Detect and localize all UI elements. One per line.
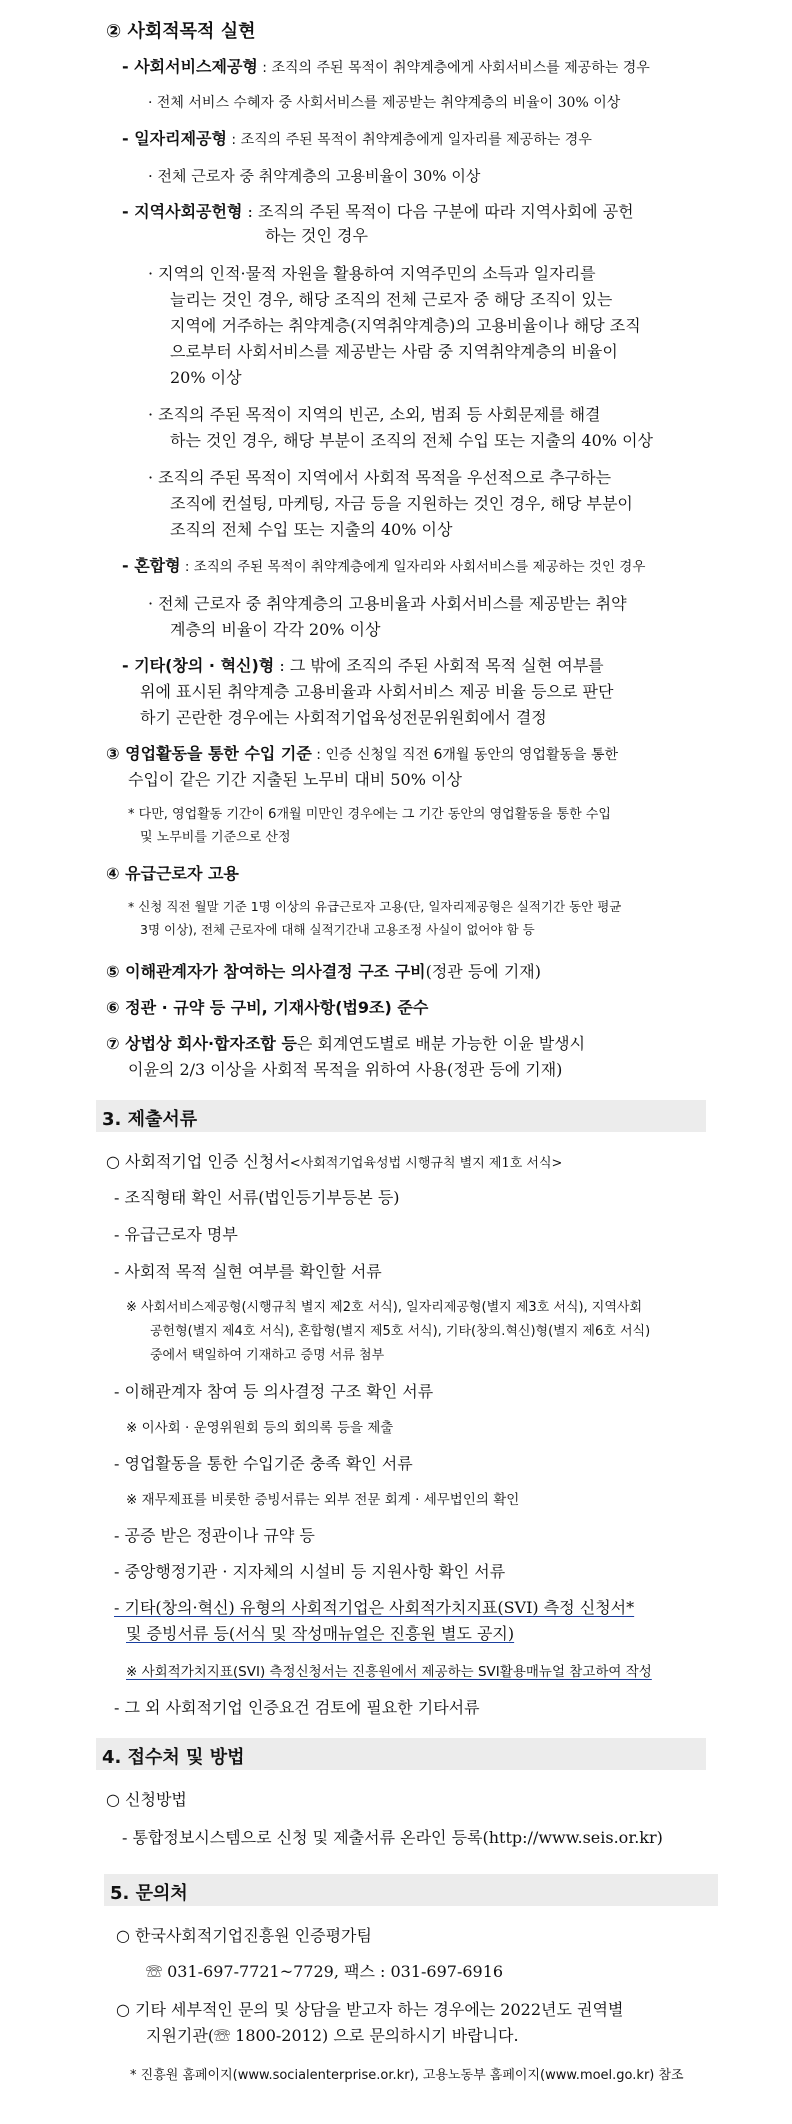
item-5-line xyxy=(106,962,541,982)
local-type-line xyxy=(122,202,634,222)
local-a-line3: 지역에 거주하는 취약계층(지역취약계층)의 고용비율이나 해당 조직 xyxy=(170,316,641,335)
svc-type-criterion: · 전체 서비스 수혜자 중 사회서비스를 제공받는 취약계층의 비율이 30% 이상 xyxy=(148,95,621,111)
mix-type-criterion-1: · 전체 근로자 중 취약계층의 고용비율과 사회서비스를 제공받는 취약 xyxy=(148,594,627,613)
item-4-title: ④ 유급근로자 고용 xyxy=(106,864,239,883)
item-3-line xyxy=(106,744,618,765)
contact-org: ○ 한국사회적기업진흥원 인증평가팀 xyxy=(116,1926,372,1945)
item-3-note-1: * 다만, 영업활동 기간이 6개월 미만인 경우에는 그 기간 동안의 영업활동을 통한 수입 xyxy=(128,807,611,822)
local-a-line2: 늘리는 것인 경우, 해당 조직의 전체 근로자 중 해당 조직이 있는 xyxy=(170,290,613,309)
svc-type-desc: : 조직의 주된 목적이 취약계층에게 사회서비스를 제공하는 경우 xyxy=(257,60,650,76)
section-3-header xyxy=(96,1100,706,1132)
local-b-line2: 하는 것인 경우, 해당 부분이 조직의 전체 수입 또는 지출의 40% 이상 xyxy=(170,431,653,450)
local-c-line2: 조직에 컨설팅, 마케팅, 자금 등을 지원하는 것인 경우, 해당 부분이 xyxy=(170,494,633,513)
local-b-line1: · 조직의 주된 목적이 지역의 빈곤, 소외, 범죄 등 사회문제를 해결 xyxy=(148,405,601,424)
doc-other: - 그 외 사회적기업 인증요건 검토에 필요한 기타서류 xyxy=(114,1698,480,1717)
mix-type-line xyxy=(122,556,645,577)
doc-application: ○ 사회적기업 인증 신청서 xyxy=(106,1152,290,1171)
doc-application-form: <사회적기업육성법 시행규칙 별지 제1호 서식> xyxy=(289,1156,563,1171)
local-a-line5: 20% 이상 xyxy=(170,368,242,387)
mix-type-desc: : 조직의 주된 목적이 취약계층에게 일자리와 사회서비스를 제공하는 것인 경우 xyxy=(180,559,646,575)
job-type-criterion: · 전체 근로자 중 취약계층의 고용비율이 30% 이상 xyxy=(148,167,481,185)
doc-org-form: - 조직형태 확인 서류(법인등기부등본 등) xyxy=(114,1188,400,1207)
doc-support: - 중앙행정기관 · 지자체의 시설비 등 지원사항 확인 서류 xyxy=(114,1562,506,1581)
etc-type-desc-3: 하기 곤란한 경우에는 사회적기업육성전문위원회에서 결정 xyxy=(140,708,547,727)
mix-type-label: - 혼합형 xyxy=(122,556,181,575)
section-4-header xyxy=(96,1738,706,1770)
item-3-note-2: 및 노무비를 기준으로 산정 xyxy=(140,830,291,845)
item-4-note-1: * 신청 직전 월말 기준 1명 이상의 유급근로자 고용(단, 일자리제공형은 실적기간 동안 평균 xyxy=(128,899,622,914)
etc-type-label: - 기타(창의 · 혁신)형 xyxy=(122,656,275,675)
local-c-line1: · 조직의 주된 목적이 지역에서 사회적 목적을 우선적으로 추구하는 xyxy=(148,468,612,487)
local-c-line3: 조직의 전체 수입 또는 지출의 40% 이상 xyxy=(170,520,453,539)
etc-type-desc: : 그 밖에 조직의 주된 사회적 목적 실현 여부를 xyxy=(274,656,604,675)
doc-application-line xyxy=(106,1152,562,1174)
item-7-desc-2: 이윤의 2/3 이상을 사회적 목적을 위하여 사용(정관 등에 기재) xyxy=(128,1060,563,1079)
item-6-title: ⑥ 정관 · 규약 등 구비, 기재사항(법9조) 준수 xyxy=(106,998,429,1017)
item-7-desc: 은 회계연도별로 배분 가능한 이윤 발생시 xyxy=(296,1034,586,1053)
doc-social-purpose: - 사회적 목적 실현 여부를 확인할 서류 xyxy=(114,1262,382,1281)
item-3-desc-2: 수입이 같은 기간 지출된 노무비 대비 50% 이상 xyxy=(128,770,462,789)
contact-phone: ☏ 031-697-7721~7729, 팩스 : 031-697-6916 xyxy=(146,1962,504,1981)
job-type-line xyxy=(122,129,592,150)
section-5-header xyxy=(104,1874,718,1906)
svc-type-label: - 사회서비스제공형 xyxy=(122,57,258,76)
doc-articles: - 공증 받은 정관이나 규약 등 xyxy=(114,1526,315,1545)
section-4-title: 4. 접수처 및 방법 xyxy=(102,1747,245,1768)
item-2-title: ② 사회적목적 실현 xyxy=(106,21,256,42)
job-type-desc: : 조직의 주된 목적이 취약계층에게 일자리를 제공하는 경우 xyxy=(226,132,592,148)
local-type-desc: : 조직의 주된 목적이 다음 구분에 따라 지역사회에 공헌 xyxy=(242,202,634,221)
item-4-note-2: 3명 이상), 전체 근로자에 대해 실적기간내 고용조정 사실이 없어야 함 등 xyxy=(140,922,535,937)
job-type-label: - 일자리제공형 xyxy=(122,129,227,148)
contact-etc-2: 지원기관(☏ 1800-2012) 으로 문의하시기 바랍니다. xyxy=(146,2026,519,2045)
doc-svi-1: - 기타(창의·혁신) 유형의 사회적기업은 사회적가치지표(SVI) 측정 신청서* xyxy=(114,1598,635,1617)
doc-social-purpose-note-2: 공헌형(별지 제4호 서식), 혼합형(별지 제5호 서식), 기타(창의.혁신)형(별지 제6호 서식) xyxy=(150,1324,651,1339)
doc-social-purpose-note-1: ※ 사회서비스제공형(시행규칙 별지 제2호 서식), 일자리제공형(별지 제3호 서식), 지역사회 xyxy=(126,1300,643,1315)
local-type-desc-cont: 하는 것인 경우 xyxy=(265,226,368,245)
item-3-label: ③ 영업활동을 통한 수입 기준 xyxy=(106,744,312,763)
etc-type-line xyxy=(122,656,604,676)
doc-social-purpose-note-3: 중에서 택일하여 기재하고 증명 서류 첨부 xyxy=(150,1348,385,1363)
doc-worker-list: - 유급근로자 명부 xyxy=(114,1225,238,1244)
local-type-label: - 지역사회공헌형 xyxy=(122,202,243,221)
svc-type-line xyxy=(122,57,650,78)
doc-svi-2: 및 증빙서류 등(서식 및 작성매뉴얼은 진흥원 별도 공지) xyxy=(126,1624,515,1643)
item-5-label: ⑤ 이해관계자가 참여하는 의사결정 구조 구비 xyxy=(106,962,426,981)
doc-governance: - 이해관계자 참여 등 의사결정 구조 확인 서류 xyxy=(114,1382,434,1401)
doc-governance-note: ※ 이사회 · 운영위원회 등의 회의록 등을 제출 xyxy=(126,1420,394,1436)
mix-type-criterion-2: 계층의 비율이 각각 20% 이상 xyxy=(170,620,381,639)
item-5-desc: (정관 등에 기재) xyxy=(425,962,542,981)
etc-type-desc-2: 위에 표시된 취약계층 고용비율과 사회서비스 제공 비율 등으로 판단 xyxy=(140,682,614,701)
apply-method: ○ 신청방법 xyxy=(106,1790,187,1809)
contact-note: * 진흥원 홈페이지(www.socialenterprise.or.kr), 고용노동부 홈페이지(www.moel.go.kr) 참조 xyxy=(130,2068,684,2083)
doc-svi-note: ※ 사회적가치지표(SVI) 측정신청서는 진흥원에서 제공하는 SVI활용매뉴얼 참고하여 작성 xyxy=(126,1664,652,1680)
apply-method-desc: - 통합정보시스템으로 신청 및 제출서류 온라인 등록(http://www.seis.or.kr) xyxy=(122,1828,663,1847)
section-3-title: 3. 제출서류 xyxy=(102,1109,198,1130)
local-a-line4: 으로부터 사회서비스를 제공받는 사람 중 지역취약계층의 비율이 xyxy=(170,342,618,361)
doc-revenue-note: ※ 재무제표를 비롯한 증빙서류는 외부 전문 회계 · 세무법인의 확인 xyxy=(126,1492,520,1508)
section-5-title: 5. 문의처 xyxy=(110,1883,188,1904)
item-7-label: ⑦ 상법상 회사·합자조합 등 xyxy=(106,1034,297,1053)
contact-etc-1: ○ 기타 세부적인 문의 및 상담을 받고자 하는 경우에는 2022년도 권역별 xyxy=(116,2000,624,2019)
item-7-line xyxy=(106,1034,585,1054)
doc-revenue: - 영업활동을 통한 수입기준 충족 확인 서류 xyxy=(114,1454,413,1473)
item-3-desc: : 인증 신청일 직전 6개월 동안의 영업활동을 통한 xyxy=(311,747,619,763)
local-a-line1: · 지역의 인적·물적 자원을 활용하여 지역주민의 소득과 일자리를 xyxy=(148,264,596,283)
